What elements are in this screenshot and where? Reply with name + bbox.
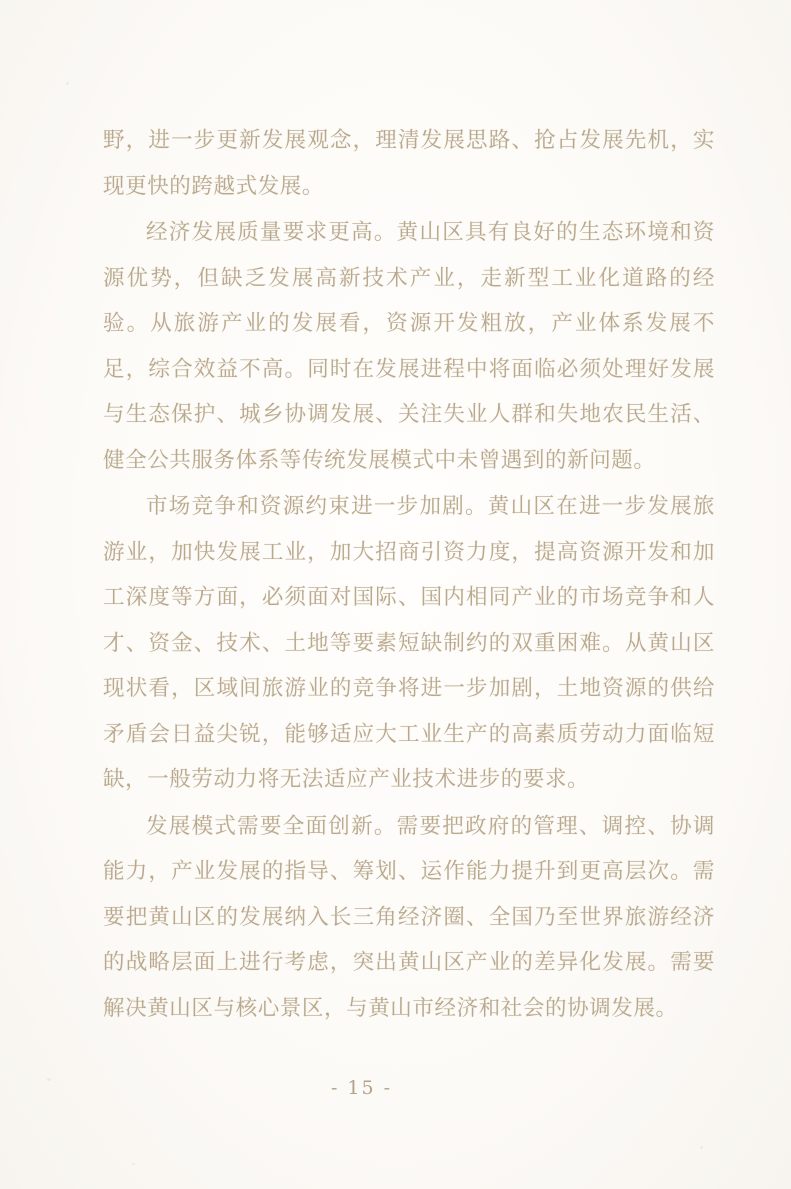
paper-speck [700,1146,703,1149]
paper-speck [132,1163,135,1165]
paper-speck [66,82,69,85]
page-number: - 15 - [330,1077,393,1099]
page-footer [0,1077,791,1099]
paragraph: 市场竞争和资源约束进一步加剧。黄山区在进一步发展旅游业，加快发展工业，加大招商引资力度，提高资源开发和加工深度等方面，必须面对国际、国内相同产业的市场竞争和人才、资金、技术、土地等要素短缺制约的双重困难。从黄山区现状看，区域间旅游业的竞争将进一步加剧，土地资源的供给矛盾会日益尖锐，能够适应大工业生产的高素质劳动力面临短缺，一般劳动力将无法适应产业技术进步的要求。 [103,494,715,792]
document-body [103,118,715,1032]
paragraph: 发展模式需要全面创新。需要把政府的管理、调控、协调能力，产业发展的指导、筹划、运作能力提升到更高层次。需要把黄山区的发展纳入长三角经济圈、全国乃至世界旅游经济的战略层面上进行考虑，突出黄山区产业的差异化发展。需要解决黄山区与核心景区，与黄山市经济和社会的协调发展。 [103,813,715,1021]
paragraph: 野，进一步更新发展观念，理清发展思路、抢占发展先机，实现更快的跨越式发展。 [103,128,715,199]
paragraph: 经济发展质量要求更高。黄山区具有良好的生态环境和资源优势，但缺乏发展高新技术产业，走新型工业化道路的经验。从旅游产业的发展看，资源开发粗放，产业体系发展不足，综合效益不高。同时在发展进程中将面临必须处理好发展与生态保护、城乡协调发展、关注失业人群和失地农民生活、健全公共服务体系等传统发展模式中未曾遇到的新问题。 [103,220,715,473]
